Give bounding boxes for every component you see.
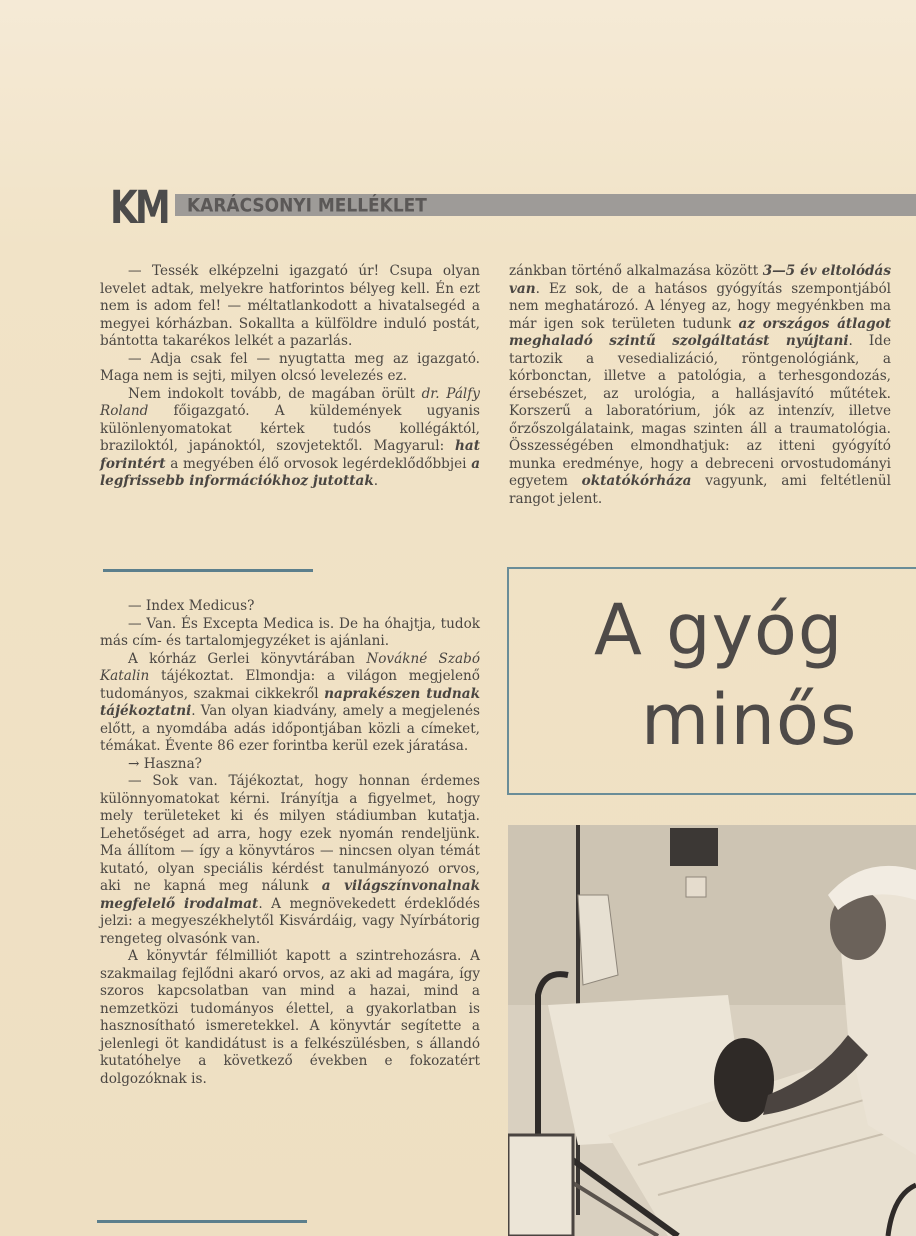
- photo-illustration: [508, 825, 916, 1236]
- text: Nem indokolt tovább, de magában örült: [128, 385, 422, 402]
- paragraph: [509, 263, 891, 508]
- paragraph: [100, 651, 480, 756]
- text: vagyunk, ami feltétlenül rangot jelent.: [509, 473, 891, 507]
- left-column-top: [100, 263, 480, 491]
- section-header: [108, 183, 916, 235]
- paragraph: — Van. És Excepta Medica is. De ha óhajtja, tudok más cím- és tartalomjegyzéket is ajánlani.: [100, 615, 480, 649]
- text: a megyében élő orvosok legérdeklődőbbjei: [165, 455, 472, 472]
- emphasis: az országos átlagot meghaladó szintű szolgáltatást nyújtani: [509, 315, 891, 349]
- emphasis: a világszínvonalnak megfelelő irodalmat: [100, 878, 480, 912]
- headline-line-2: minős: [641, 679, 858, 761]
- text: . A megnövekedett érdeklődés jelzi: a megyeszékhelytől Kisvárdáig, vagy Nyírbátorig rengeteg olvasónk van.: [100, 895, 480, 947]
- text: . Ide tartozik a vesedializáció, röntgenológiánk, a kórbonctan, illetve a patológia, a terhesgondozás, érsebészet, az urológia, a hallásjavító műtétek. Korszerű a laboratórium, jók az intenzív, illetve őrzőszolgálataink, magas szinten áll a traumatológia. Összességében elmondhatjuk: az itteni gyógyító munka eredménye, hogy a debreceni orvostudományi egyetem: [509, 333, 891, 489]
- paragraph: [100, 386, 480, 491]
- paragraph: — Index Medicus?: [128, 598, 255, 614]
- text: A kórház Gerlei könyvtárában: [128, 650, 367, 667]
- paragraph: A könyvtár félmilliót kapott a szintrehozásra. A szakmailag fejlődni akaró orvos, az aki ad magára, így szoros kapcsolatban van mind a hazai, mind a nemzetközi tudományos élettel, a gyakorlatban is hasznosítható ismeretekkel. A könyvtár segítette a jelenlegi öt kandidátust is a felkészülésben, s állandó kutatóhelye a következő években e fokozatért dolgozóknak is.: [100, 948, 480, 1087]
- section-banner: [175, 194, 916, 216]
- text: . Van olyan kiadvány, amely a megjelenés előtt, a nyomdába adás időpontjában közli a címeket, témákat. Évente 86 ezer forintba kerül ezek járatása.: [100, 703, 480, 754]
- divider: [103, 569, 313, 572]
- emphasis: a legfrissebb információkhoz jutottak: [100, 455, 480, 489]
- emphasis: oktatókórháza: [581, 473, 692, 489]
- paragraph: [100, 773, 480, 948]
- headline-box: [507, 567, 916, 795]
- emphasis: naprakészen tudnak tájékoztatni: [100, 685, 481, 719]
- paragraph: — Tessék elképzelni igazgató úr! Csupa olyan levelet adtak, melyekre hatforintos bélyeg kell. Én ezt nem is adom fel! — méltatlankodott a hivatalsegéd a megyei kórházban. Sokallta a külföldre induló postát, bántotta takarékos lelkét a pazarlás.: [100, 263, 480, 349]
- paragraph: → Haszna?: [128, 755, 202, 772]
- divider: [97, 1220, 307, 1223]
- text: — Sok van. Tájékoztat, hogy honnan érdemes különnyomatokat kérni. Irányítja a figyelmet, hogy mely területeket ki és milyen stádiumban kutatja. Lehetőséget ad arra, hogy ezek nyomán rendeljünk. Ma állítom — így a könyvtáros — nincsen olyan témát kutató, olyan speciális kérdést tanulmányozó orvos, aki ne kapná meg nálunk: [100, 773, 480, 894]
- text: főigazgató. A küldemények ugyanis különlenyomatokat kértek tudós kollégáktól, braziloktól, japánoktól, szovjetektől. Magyarul:: [100, 403, 480, 454]
- hospital-photo: [508, 825, 916, 1236]
- left-column-bottom: [100, 598, 480, 1088]
- emphasis: 3—5 év eltolódás van: [509, 263, 891, 297]
- right-column-top: [509, 263, 891, 508]
- publication-logo: KM: [110, 183, 168, 235]
- person-name: dr. Pálfy Roland: [100, 385, 480, 419]
- text: zánkban történő alkalmazása között: [509, 263, 763, 279]
- text: .: [373, 473, 379, 489]
- text: . Ez sok, de a hatásos gyógyítás szempontjából nem meghatározó. A lényeg az, hogy megyénkben ma már igen sok területen tudunk: [509, 280, 891, 332]
- headline-line-1: A gyóg: [594, 589, 844, 671]
- emphasis: hat forintért: [100, 438, 480, 472]
- person-name: Novákné Szabó Katalin: [100, 650, 481, 684]
- text: tájékoztat. Elmondja: a világon megjelenő tudományos, szakmai cikkekről: [100, 668, 480, 702]
- section-title: KARÁCSONYI MELLÉKLET: [187, 195, 427, 217]
- paragraph: — Adja csak fel — nyugtatta meg az igazgató. Maga nem is sejti, milyen olcsó levelezés ez.: [100, 350, 480, 384]
